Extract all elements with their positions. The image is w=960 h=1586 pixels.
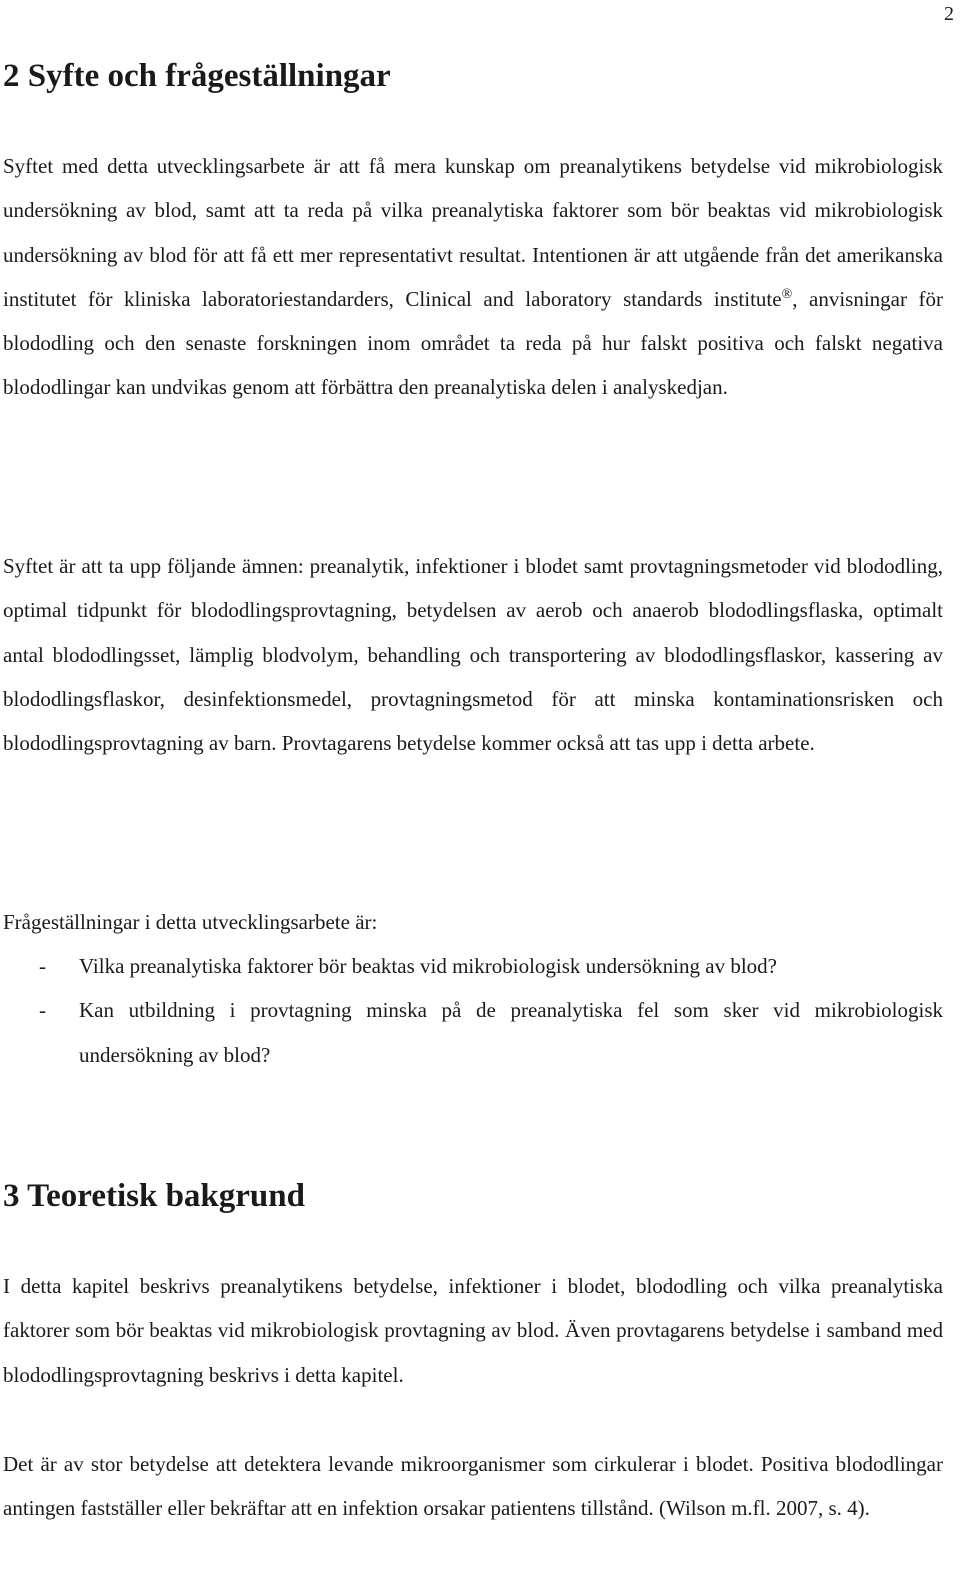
questions-list: [3, 944, 943, 1077]
list-dash: -: [39, 954, 46, 978]
section-heading-syfte: 2 Syfte och frågeställningar: [3, 58, 391, 94]
paragraph-topics: Syftet är att ta upp följande ämnen: preanalytik, infektioner i blodet samt provtagningsmetoder vid blododling, optimal tidpunkt för blododlingsprovtagning, betydelsen av aerob och anaerob blododlingsflaska, optimalt antal blododlingsset, lämplig blodvolym, behandling och transportering av blododlingsflaskor, kassering av blododlingsflaskor, desinfektionsmedel, provtagningsmetod för att minska kontaminationsrisken och blododlingsprovtagning av barn. Provtagarens betydelse kommer också att tas upp i detta arbete.: [3, 554, 943, 756]
paragraph-detection: Det är av stor betydelse att detektera levande mikroorganismer som cirkulerar i blodet. Positiva blododlingar antingen fastställer eller bekräftar att en infektion orsakar patientens tillstånd. (Wilson m.fl. 2007, s. 4).: [3, 1452, 943, 1521]
question-item: [3, 988, 943, 1077]
questions-intro: Frågeställningar i detta utvecklingsarbete är:: [3, 910, 378, 934]
paragraph-purpose-text-cont: , anvisningar för blododling och den senaste forskningen inom området ta reda på hur falskt positiva och falskt negativa blododlingar kan undvikas genom att förbättra den preanalytiska delen i analyskedjan.: [3, 286, 943, 400]
question-text: Kan utbildning i provtagning minska på de preanalytiska fel som sker vid mikrobiologisk undersökning av blod?: [79, 998, 943, 1067]
section-heading-teoretisk: 3 Teoretisk bakgrund: [3, 1178, 305, 1214]
paragraph-chapter-intro: I detta kapitel beskrivs preanalytikens betydelse, infektioner i blodet, blododling och vilka preanalytiska faktorer som bör beaktas vid mikrobiologisk provtagning av blod. Även provtagarens betydelse i samband med blododlingsprovtagning beskrivs i detta kapitel.: [3, 1274, 943, 1387]
list-dash: -: [39, 998, 46, 1023]
registered-mark: ®: [781, 286, 793, 302]
page-number: 2: [944, 3, 954, 25]
paragraph-purpose: [3, 144, 943, 410]
question-text: Vilka preanalytiska faktorer bör beaktas vid mikrobiologisk undersökning av blod?: [79, 954, 777, 978]
paragraph-purpose-text: Syftet med detta utvecklingsarbete är att få mera kunskap om preanalytikens betydelse vid mikrobiologisk undersökning av blod, samt att ta reda på vilka preanalytiska faktorer som bör beaktas vid mikrobiologisk undersökning av blod för att få ett mer representativt resultat. Intentionen är att utgående från det amerikanska institutet för kliniska laboratoriestandarders, Clinical and laboratory standards institute: [3, 154, 943, 311]
question-item: [3, 944, 943, 988]
